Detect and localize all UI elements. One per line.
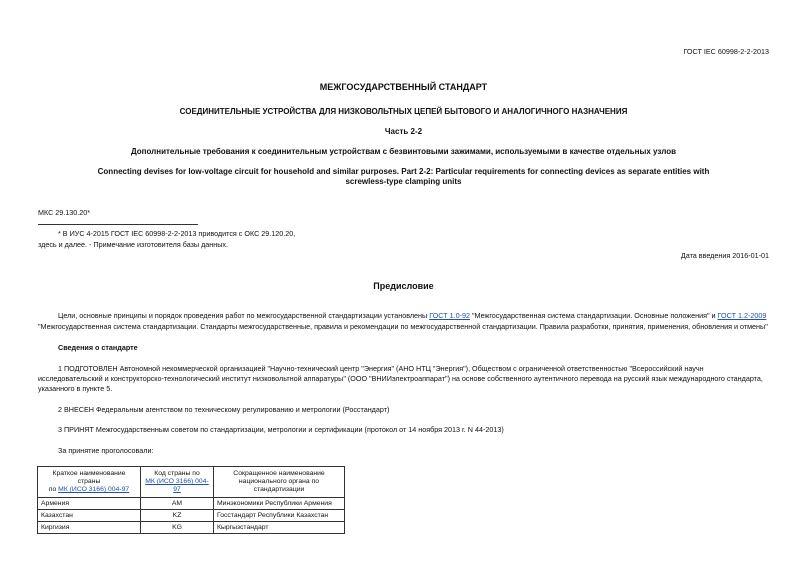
- item-1-line-3: указанного в пункте 5.: [38, 384, 113, 393]
- preface-paragraph-line-2: "Межгосударственная система стандартизации. Стандарты межгосударственные, правила и рекомендации по межгосударственной стандартизации. Правила разработки, принятия, применения, обновления и отмены": [38, 322, 768, 331]
- mk-iso-3166-link[interactable]: МК (ИСО 3166) 004-97: [145, 478, 209, 493]
- standard-type: МЕЖГОСУДАРСТВЕННЫЙ СТАНДАРТ: [319, 82, 488, 92]
- country-cell: Казахстан: [38, 510, 141, 522]
- document-code: ГОСТ IEC 60998-2-2-2013: [683, 47, 769, 56]
- date-of-introduction: Дата введения 2016-01-01: [680, 251, 769, 260]
- part-number: Часть 2-2: [384, 127, 423, 136]
- country-cell: Киргизия: [38, 522, 141, 534]
- footnote-line-1: * В ИУС 4-2015 ГОСТ IEC 60998-2-2-2013 приводится с ОКС 29.120.20,: [58, 229, 296, 238]
- mks-code: МКС 29.130.20*: [38, 208, 91, 217]
- agreement-table: [37, 466, 345, 534]
- column-header-code: [141, 467, 214, 498]
- preface-heading: Предисловие: [373, 281, 434, 291]
- voted-label: За принятие проголосовали:: [58, 446, 154, 455]
- body-cell: Кыргызстандарт: [214, 522, 345, 534]
- code-cell: KG: [141, 522, 214, 534]
- document-subtitle: Дополнительные требования к соединительным устройствам с безвинтовыми зажимами, используемыми в качестве отдельных узлов: [130, 147, 677, 156]
- item-3: 3 ПРИНЯТ Межгосударственным советом по стандартизации, метрологии и сертификации (протокол от 14 ноября 2013 г. N 44-2013): [58, 425, 504, 434]
- column-header-country: [38, 467, 141, 498]
- preface-paragraph-line-1: [58, 311, 766, 320]
- body-cell: Минэкономики Республики Армения: [214, 498, 345, 510]
- preface-text-2: "Межгосударственная система стандартизации. Основные положения" и: [470, 311, 718, 320]
- body-cell: Госстандарт Республики Казахстан: [214, 510, 345, 522]
- gost-1-0-92-link[interactable]: ГОСТ 1.0-92: [429, 311, 470, 320]
- code-cell: AM: [141, 498, 214, 510]
- column-header-country-prefix: по: [48, 486, 59, 493]
- table-header-row: [38, 467, 345, 498]
- code-cell: KZ: [141, 510, 214, 522]
- item-1-line-1: 1 ПОДГОТОВЛЕН Автономной некоммерческой организацией "Научно-технический центр "Энергия" (АНО НТЦ "Энергия"), Обществом с ограниченной ответственностью "Всероссийский научн: [58, 364, 704, 373]
- table-row: [38, 522, 345, 534]
- country-cell: Армения: [38, 498, 141, 510]
- info-heading: Сведения о стандарте: [58, 343, 138, 352]
- table-row: [38, 498, 345, 510]
- mk-iso-3166-link[interactable]: МК (ИСО 3166) 004-97: [58, 486, 130, 493]
- column-header-body: Сокращенное наименование национального органа по стандартизации: [214, 467, 345, 498]
- column-header-code-text: Код страны по: [154, 470, 200, 477]
- gost-1-2-2009-link[interactable]: ГОСТ 1.2-2009: [717, 311, 767, 320]
- item-2: 2 ВНЕСЕН Федеральным агентством по техническому регулированию и метрологии (Росстандарт): [58, 405, 390, 414]
- document-title: СОЕДИНИТЕЛЬНЫЕ УСТРОЙСТВА ДЛЯ НИЗКОВОЛЬТНЫХ ЦЕПЕЙ БЫТОВОГО И АНАЛОГИЧНОГО НАЗНАЧЕНИЯ: [179, 107, 628, 116]
- footnote-line-2: здесь и далее. - Примечание изготовителя базы данных.: [38, 240, 228, 249]
- english-title-line-1: Connecting devises for low-voltage circuit for household and similar purposes. Part 2-2: Particular requirements for connecting devices as separate entities with: [97, 167, 710, 176]
- preface-text-1: Цели, основные принципы и порядок проведения работ по межгосударственной стандартизации установлены: [58, 311, 430, 320]
- footnote-separator: [38, 224, 198, 225]
- english-title-line-2: screwless-type clamping units: [345, 177, 462, 186]
- table-row: [38, 510, 345, 522]
- item-1-line-2: исследовательский и конструкторско-технологический институт низковольтной аппаратуры" (ООО "ВНИИэлектроаппарат") на основе собственного аутентичного перевода на русский язык международного стандарта,: [38, 374, 763, 383]
- column-header-country-text: Краткое наименование страны: [52, 470, 126, 485]
